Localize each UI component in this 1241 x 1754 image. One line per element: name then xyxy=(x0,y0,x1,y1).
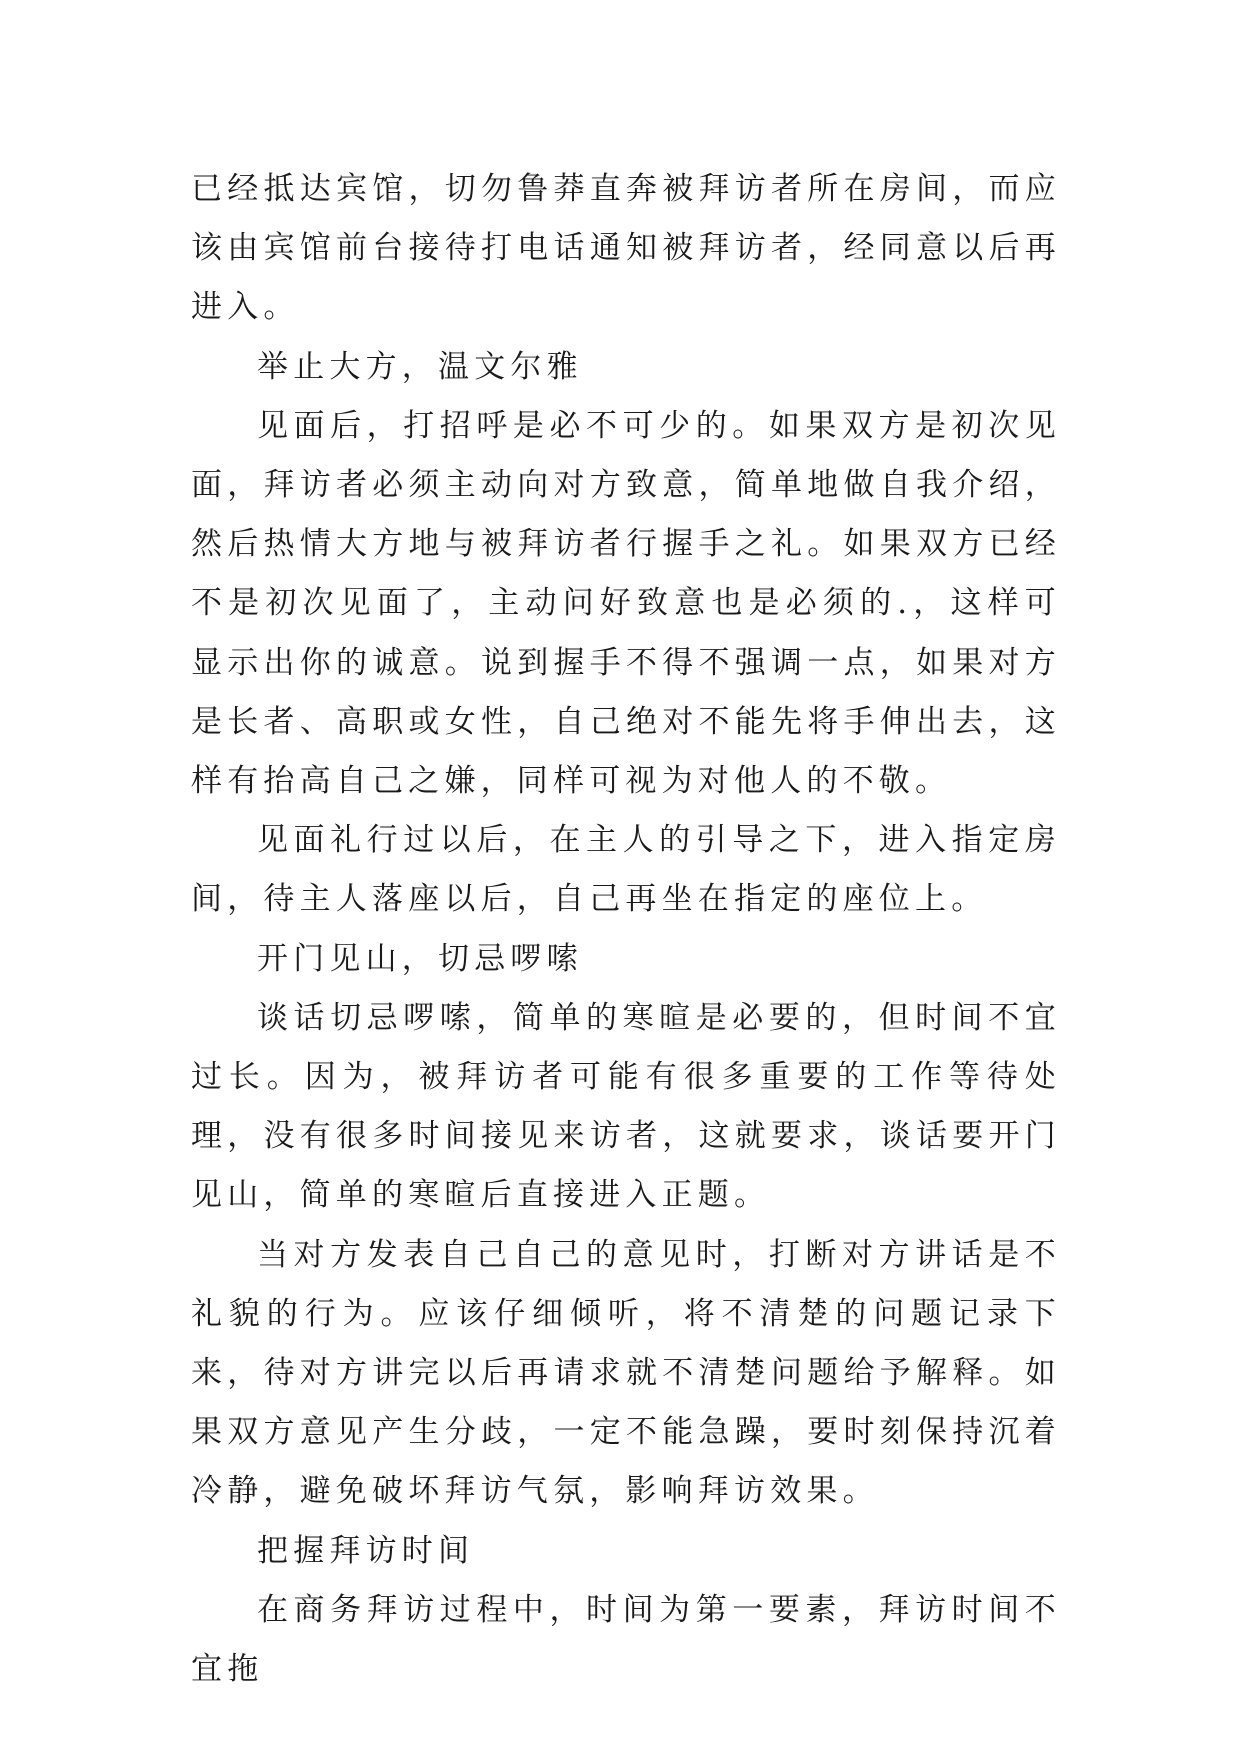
paragraph-time-factor: 在商务拜访过程中，时间为第一要素，拜访时间不宜拖 xyxy=(191,1591,1061,1688)
document-body xyxy=(191,160,1061,1699)
heading-visit-time: 把握拜访时间 xyxy=(257,1532,475,1569)
paragraph-seating: 见面礼行过以后，在主人的引导之下，进入指定房间，待主人落座以后，自己再坐在指定的座位上。 xyxy=(191,822,1061,918)
paragraph-listening: 当对方发表自己自己的意见时，打断对方讲话是不礼貌的行为。应该仔细倾听，将不清楚的问题记录下来，待对方讲完以后再请求就不清楚问题给予解释。如果双方意见产生分歧，一定不能急躁，要时刻保持沉着冷静，避免破坏拜访气氛，影响拜访效果。 xyxy=(191,1236,1061,1510)
heading-demeanor: 举止大方，温文尔雅 xyxy=(257,348,583,385)
paragraph-conversation: 谈话切忌啰嗦，简单的寒暄是必要的，但时间不宜过长。因为，被拜访者可能有很多重要的工作等待处理，没有很多时间接见来访者，这就要求，谈话要开门见山，简单的寒暄后直接进入正题。 xyxy=(191,999,1061,1214)
paragraph-hotel-arrival: 已经抵达宾馆，切勿鲁莽直奔被拜访者所在房间，而应该由宾馆前台接待打电话通知被拜访者，经同意以后再进入。 xyxy=(191,171,1061,326)
heading-straight-to-point: 开门见山，切忌啰嗦 xyxy=(257,940,583,977)
paragraph-greeting: 见面后，打招呼是必不可少的。如果双方是初次见面，拜访者必须主动向对方致意，简单地做自我介绍，然后热情大方地与被拜访者行握手之礼。如果双方已经不是初次见面了，主动问好致意也是必须的.，这样可显示出你的诚意。说到握手不得不强调一点，如果对方是长者、高职或女性，自己绝对不能先将手伸出去，这样有抬高自己之嫌，同样可视为对他人的不敬。 xyxy=(191,407,1061,800)
